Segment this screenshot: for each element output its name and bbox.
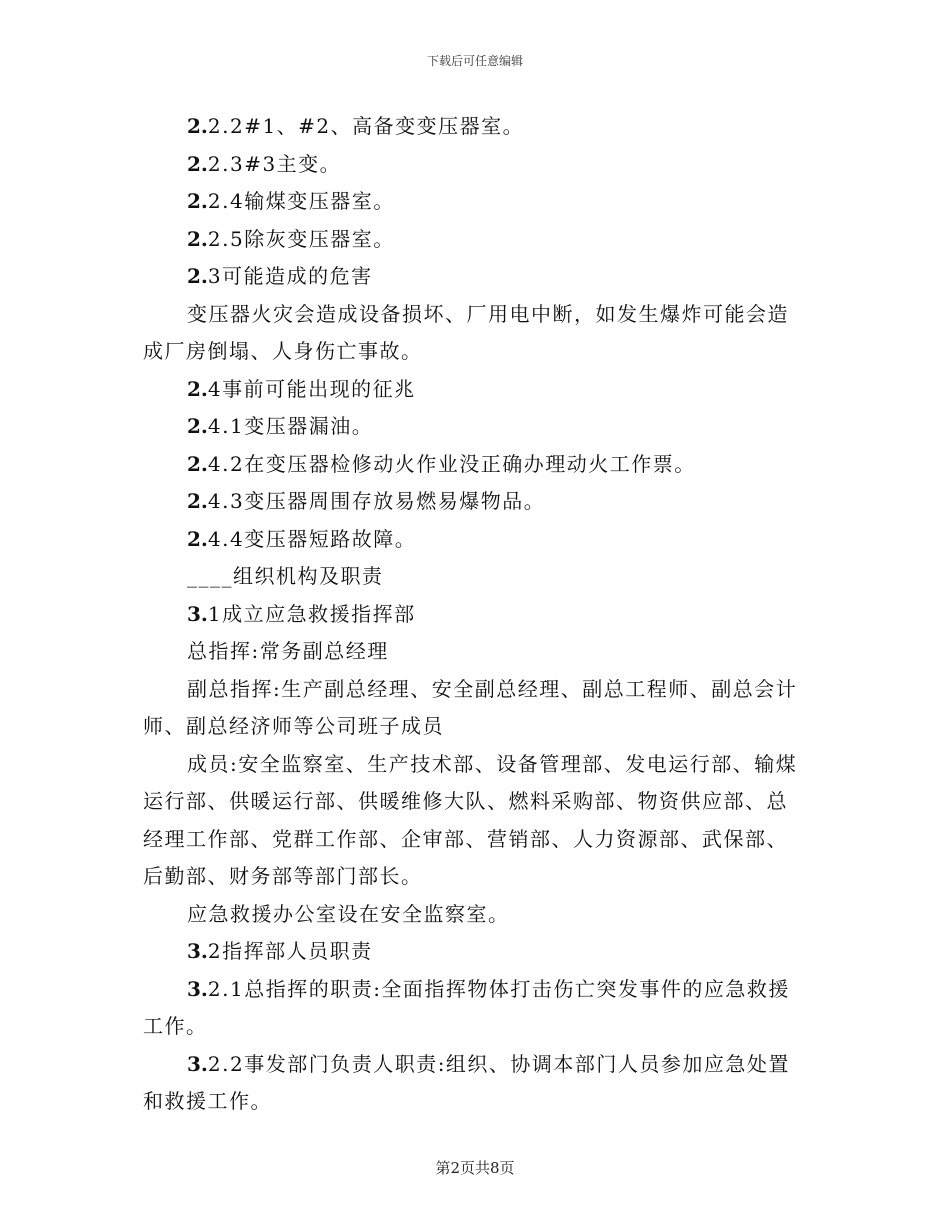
- paragraph-line: [143, 746, 808, 784]
- page-header: 下载后可任意编辑: [426, 54, 523, 68]
- paragraph-line: [143, 858, 808, 896]
- section-number: 2.: [187, 451, 208, 476]
- line-text: 2.3#3主变。: [207, 151, 342, 176]
- line-text: 4事前可能出现的征兆: [207, 376, 416, 401]
- section-heading: [143, 258, 808, 296]
- line-text: 2.4输煤变压器室。: [207, 189, 395, 213]
- paragraph-line: [143, 408, 808, 446]
- section-number: 3.: [187, 1051, 208, 1076]
- line-text: 应急救援办公室设在安全监察室。: [187, 901, 510, 926]
- line-text: 4.2在变压器检修动火作业没正确办理动火工作票。: [207, 451, 696, 476]
- section-number: 2.: [187, 189, 208, 213]
- line-text: 运行部、供暖运行部、供暖维修大队、燃料采购部、物资供应部、总: [143, 789, 788, 813]
- paragraph-line: [143, 1083, 808, 1121]
- paragraph-line: [143, 146, 808, 184]
- line-text: 工作。: [143, 1014, 208, 1038]
- section-number: 3.: [187, 939, 208, 963]
- line-text: 2.2事发部门负责人职责:组织、协调本部门人员参加应急处置: [207, 1051, 790, 1076]
- section-number: 3.: [187, 976, 208, 1001]
- paragraph-line: [143, 708, 808, 746]
- line-text: 3可能造成的危害: [207, 264, 373, 288]
- paragraph-line: [143, 1008, 808, 1046]
- section-heading: [143, 596, 808, 634]
- paragraph-line: [143, 783, 808, 821]
- paragraph-line: [143, 633, 808, 671]
- line-text: 2.5除灰变压器室。: [207, 226, 395, 251]
- line-text: 副总指挥:生产副总经理、安全副总经理、副总工程师、副总会计: [187, 676, 798, 701]
- line-text: 后勤部、财务部等部门部长。: [143, 864, 423, 888]
- page-footer: 第2页共8页: [435, 1159, 515, 1177]
- paragraph-line: [143, 108, 808, 146]
- section-number: 2.: [187, 376, 208, 401]
- section-number: 2.: [187, 414, 208, 438]
- line-text: 4.1变压器漏油。: [207, 414, 374, 438]
- paragraph-line: [143, 221, 808, 259]
- section-number: 2.: [187, 114, 208, 138]
- paragraph-line: [143, 896, 808, 934]
- line-text: 2.1总指挥的职责:全面指挥物体打击伤亡突发事件的应急救援: [207, 976, 790, 1001]
- paragraph-line: [143, 971, 808, 1009]
- line-text: 和救援工作。: [143, 1089, 272, 1113]
- section-heading: [143, 371, 808, 409]
- line-text: 成员:安全监察室、生产技术部、设备管理部、发电运行部、输煤: [187, 751, 798, 776]
- section-number: 2.: [187, 226, 208, 251]
- line-text: 2.2#1、#2、高备变变压器室。: [207, 114, 525, 138]
- line-text: 4.3变压器周围存放易燃易爆物品。: [207, 489, 546, 513]
- paragraph-line: [143, 821, 808, 859]
- section-number: 2.: [187, 526, 208, 551]
- line-text: 1成立应急救援指挥部: [207, 601, 416, 626]
- paragraph-line: [143, 333, 808, 371]
- line-text: 经理工作部、党群工作部、企审部、营销部、人力资源部、武保部、: [143, 826, 788, 851]
- section-number: 2.: [187, 151, 208, 176]
- section-heading: [143, 558, 808, 596]
- line-text: 变压器火灾会造成设备损坏、厂用电中断，如发生爆炸可能会造: [187, 301, 789, 326]
- document-body: [143, 108, 808, 1121]
- paragraph-line: [143, 483, 808, 521]
- section-number: 2.: [187, 489, 208, 513]
- line-text: 4.4变压器短路故障。: [207, 526, 417, 551]
- paragraph-line: [143, 183, 808, 221]
- line-text: 师、副总经济师等公司班子成员: [143, 714, 444, 738]
- paragraph-line: [143, 1046, 808, 1084]
- line-text: 成厂房倒塌、人身伤亡事故。: [143, 339, 423, 363]
- paragraph-line: [143, 671, 808, 709]
- paragraph-line: [143, 446, 808, 484]
- section-number: 2.: [187, 264, 208, 288]
- line-text: ____组织机构及职责: [187, 564, 384, 588]
- paragraph-line: [143, 521, 808, 559]
- line-text: 2指挥部人员职责: [207, 939, 373, 963]
- paragraph-line: [143, 296, 808, 334]
- section-heading: [143, 933, 808, 971]
- line-text: 总指挥:常务副总经理: [187, 639, 389, 663]
- section-number: 3.: [187, 601, 208, 626]
